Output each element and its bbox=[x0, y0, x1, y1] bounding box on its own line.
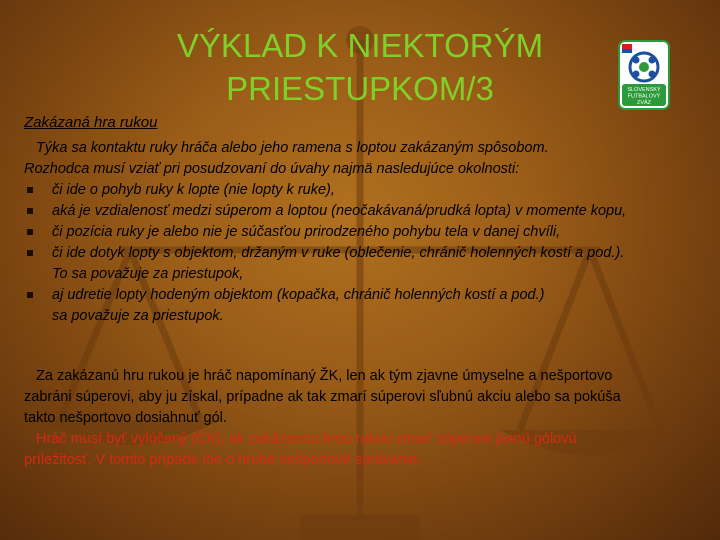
paragraph-2-line-1: Hráč musí byť vylúčený (ČK), ak zakázanou hrou rukou zmarí súperovi jasnú gólovú bbox=[36, 431, 577, 447]
bullet-square-icon bbox=[27, 187, 33, 193]
list-item bbox=[24, 180, 704, 201]
logo-text-2: FUTBALOVÝ bbox=[627, 93, 661, 100]
list-item-text: či ide o pohyb ruky k lopte (nie lopty k ruke), bbox=[52, 182, 335, 198]
paragraph-1-line-2: zabráni súperovi, aby ju získal, prípadne ak tak zmarí súperovi sľubnú akciu alebo sa pokúša bbox=[24, 389, 621, 405]
bullet-square-icon bbox=[27, 208, 33, 214]
list-item bbox=[24, 285, 704, 327]
rules-body bbox=[24, 138, 704, 327]
list-item bbox=[24, 222, 704, 243]
bullet-square-icon bbox=[27, 292, 33, 298]
logo-text-1: SLOVENSKÝ bbox=[627, 87, 661, 93]
list-item-text: či pozícia ruky je alebo nie je súčasťou prirodzeného pohybu tela v danej chvíli, bbox=[52, 224, 561, 240]
list-item-continuation: sa považuje za priestupok. bbox=[52, 308, 224, 324]
logo-text-3: ZVÄZ bbox=[636, 100, 652, 106]
title-line-2: PRIESTUPKOM/3 bbox=[226, 70, 494, 107]
section-subheading: Zakázaná hra rukou bbox=[24, 114, 158, 131]
title-line-1: VÝKLAD K NIEKTORÝM bbox=[176, 27, 544, 64]
slide-title bbox=[60, 24, 660, 110]
bullet-square-icon bbox=[27, 250, 33, 256]
list-item-text: či ide dotyk lopty s objektom, držaným v ruke (oblečenie, chránič holenných kostí a pod.). bbox=[52, 245, 625, 261]
list-item-text: aká je vzdialenosť medzi súperom a loptou (neočakávaná/prudká lopta) v momente kopu, bbox=[52, 203, 627, 219]
list-item-continuation: To sa považuje za priestupok, bbox=[52, 266, 244, 282]
intro-line-2: Rozhodca musí vziať pri posudzovaní do úvahy najmä nasledujúce okolnosti: bbox=[24, 161, 520, 177]
paragraph-2-line-2: príležitosť. V tomto prípade ide o hrubé nešportové správanie. bbox=[24, 452, 422, 468]
list-item bbox=[24, 201, 704, 222]
paragraph-1-line-3: takto nešportovo dosiahnuť gól. bbox=[24, 410, 227, 426]
list-item-text: aj udretie lopty hodeným objektom (kopačka, chránič holenných kostí a pod.) bbox=[52, 287, 545, 303]
bullet-square-icon bbox=[27, 229, 33, 235]
caution-paragraph bbox=[24, 366, 704, 471]
circumstances-list bbox=[24, 180, 704, 327]
football-association-logo bbox=[618, 40, 670, 110]
list-item bbox=[24, 243, 704, 285]
paragraph-1-line-1: Za zakázanú hru rukou je hráč napomínaný ŽK, len ak tým zjavne úmyselne a nešportovo bbox=[36, 368, 613, 384]
intro-line-1: Týka sa kontaktu ruky hráča alebo jeho ramena s loptou zakázaným spôsobom. bbox=[36, 140, 549, 156]
